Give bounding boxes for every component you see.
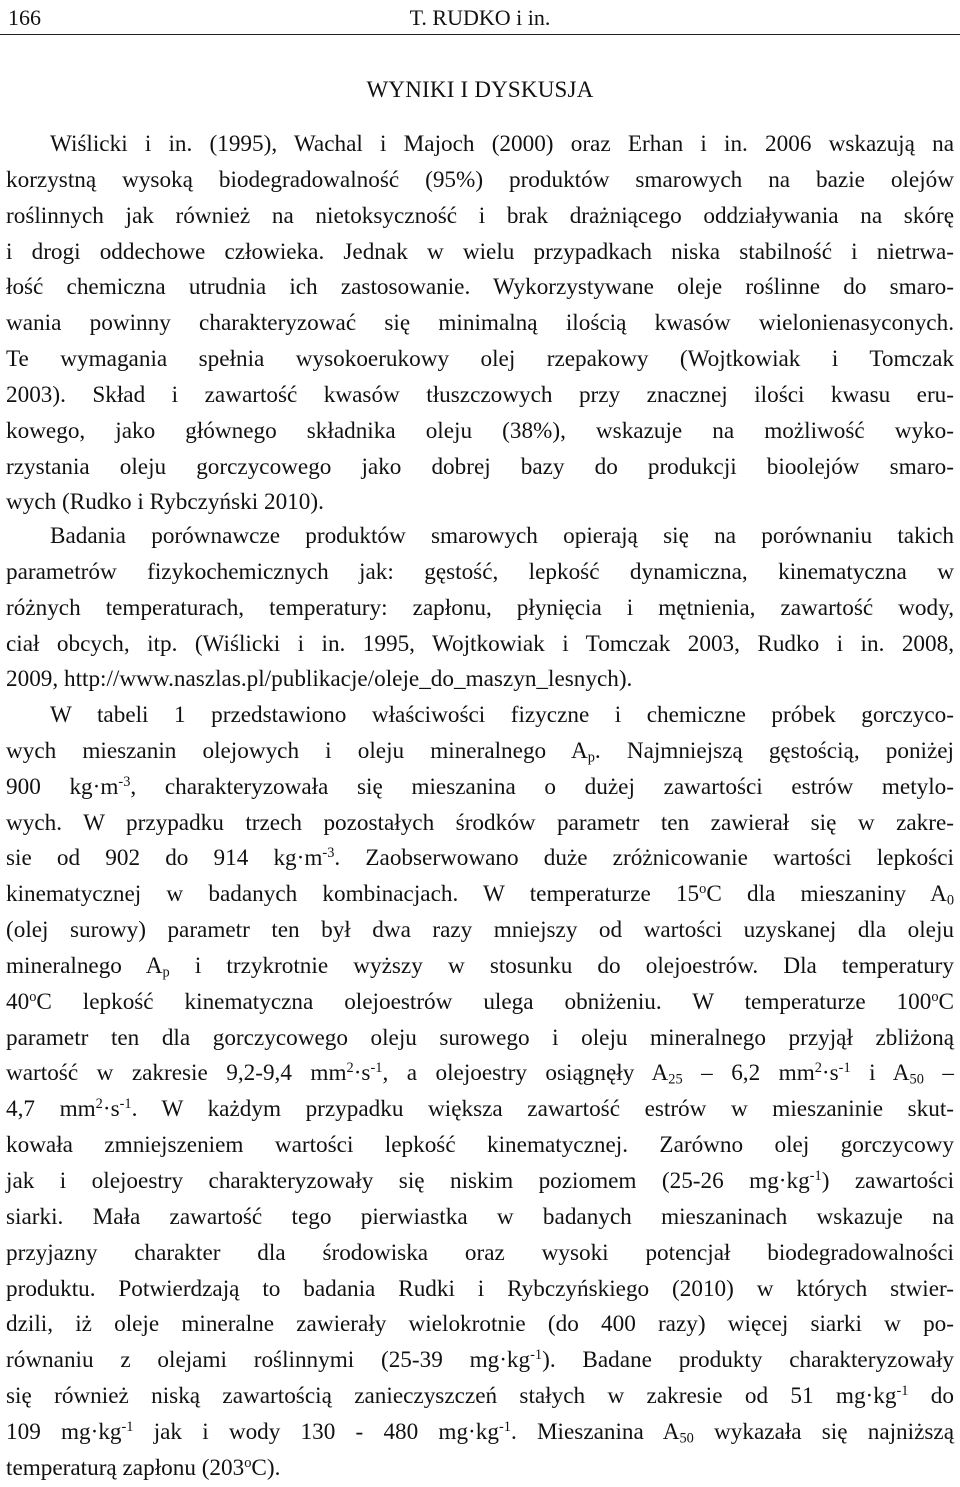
text-line: W tabeli 1 przedstawiono właściwości fizyczne i chemiczne próbek gorczyco- <box>50 702 954 728</box>
paragraph-2 <box>6 519 954 698</box>
text-line: Badania porównawcze produktów smarowych opierają się na porównaniu takich <box>50 523 954 549</box>
text-line: produktu. Potwierdzają to badania Rudki i Rybczyńskiego (2010) w których stwier- <box>6 1275 954 1302</box>
text-line: kowego, jako głównego składnika oleju (38%), wskazuje na możliwość wyko- <box>6 417 954 444</box>
section-heading: WYNIKI I DYSKUSJA <box>366 77 594 102</box>
text-line: roślinnych jak również na nietoksyczność i brak drażniącego oddziaływania na skórę <box>6 202 954 229</box>
text-line: i drogi oddechowe człowieka. Jednak w wielu przypadkach niska stabilność i nietrwa- <box>6 238 954 265</box>
text-line: przyjazny charakter dla środowiska oraz wysoki potencjał biodegradowalności <box>6 1239 954 1266</box>
text-line: sie od 902 do 914 $kg\cdot m^{-3}$. Zaobserwowano duże zróżnicowanie wartości lepkości <box>6 845 955 872</box>
text-line: 2003). Skład i zawartość kwasów tłuszczowych przy znacznej ilości kwasu eru- <box>6 381 954 408</box>
text-line: 4,7 $mm^2\cdot s^{-1}$. W każdym przypadku większa zawartość estrów w mieszaninie skut- <box>6 1096 955 1123</box>
text-line: 109 $mg\cdot kg^{-1}$ jak i wody 130 - 480 $mg\cdot kg^{-1}$. Mieszanina $A_{50}$ wykazała się najniższą <box>6 1418 954 1447</box>
text-line: wych. W przypadku trzech pozostałych środków parametr ten zawierał się w zakre- <box>6 809 954 836</box>
text-line: mineralnego $A_p$ i trzykrotnie wyższy w stosunku do olejoestrów. Dla temperatury <box>6 952 954 981</box>
text-line: kowała zmniejszeniem wartości lepkość kinematycznej. Zarówno olej gorczycowy <box>6 1132 954 1159</box>
text-line: kinematycznej w badanych kombinacjach. W temperaturze 15$^o$C dla mieszaniny $A_0$ <box>6 881 954 909</box>
paragraph-3 <box>6 698 954 1487</box>
text-line: 2009, http://www.naszlas.pl/publikacje/oleje_do_maszyn_lesnych). <box>6 666 633 693</box>
text-line: Wiślicki i in. (1995), Wachal i Majoch (2000) oraz Erhan i in. 2006 wskazują na <box>50 131 954 157</box>
text-line: Te wymagania spełnia wysokoerukowy olej rzepakowy (Wojtkowiak i Tomczak <box>6 346 954 373</box>
text-line: równaniu z olejami roślinnymi (25-39 $mg\cdot kg^{-1}$). Badane produkty charakteryzowały <box>6 1347 954 1374</box>
text-line: wych (Rudko i Rybczyński 2010). <box>6 489 324 516</box>
paragraph-1 <box>6 127 954 521</box>
text-line: się również niską zawartością zanieczyszczeń stałych w zakresie od 51 $mg\cdot kg^{-1}$ do <box>6 1383 954 1410</box>
text-line: 40$^o$C lepkość kinematyczna olejoestrów ulega obniżeniu. W temperaturze 100$^o$C <box>6 988 954 1015</box>
text-line: siarki. Mała zawartość tego pierwiastka w badanych mieszaninach wskazuje na <box>6 1203 954 1230</box>
text-line: dzili, iż oleje mineralne zawierały wielokrotnie (do 400 razy) więcej siarki w po- <box>6 1311 954 1338</box>
text-line: 900 $kg\cdot m^{-3}$, charakteryzowała się mieszanina o dużej zawartości estrów metylo- <box>6 773 954 800</box>
running-header <box>0 0 960 35</box>
text-line: ciał obcych, itp. (Wiślicki i in. 1995, Wojtkowiak i Tomczak 2003, Rudko i in. 2008, <box>6 630 954 657</box>
text-line: parametr ten dla gorczycowego oleju surowego i oleju mineralnego przyjął zbliżoną <box>6 1024 954 1051</box>
text-line: rzystania oleju gorczycowego jako dobrej bazy do produkcji bioolejów smaro- <box>6 453 954 480</box>
text-line: różnych temperaturach, temperatury: zapłonu, płynięcia i mętnienia, zawartość wody, <box>6 594 954 621</box>
text-line: korzystną wysoką biodegradowalność (95%) produktów smarowych na bazie olejów <box>6 166 954 193</box>
text-line: parametrów fizykochemicznych jak: gęstość, lepkość dynamiczna, kinematyczna w <box>6 558 954 585</box>
text-line: łość chemiczna utrudnia ich zastosowanie. Wykorzystywane oleje roślinne do smaro- <box>6 274 954 301</box>
text-line: jak i olejoestry charakteryzowały się niskim poziomem (25-26 $mg\cdot kg^{-1}$) zawartości <box>6 1167 955 1194</box>
text-line: wartość w zakresie 9,2-9,4 $mm^2\cdot s^{-1}$, a olejoestry osiągnęły $A_{25} - 6,2$ $mm^2\cdot s^{-1}$ i $A_{50}$ – <box>6 1060 955 1089</box>
page-number: 166 <box>8 5 41 30</box>
text-line: wych mieszanin olejowych i oleju mineralnego $A_p$. Najmniejszą gęstością, poniżej <box>6 737 955 766</box>
text-line: wania powinny charakteryzować się minimalną ilością kwasów wielonienasyconych. <box>6 310 954 337</box>
running-head-authors: T. RUDKO i in. <box>409 5 551 30</box>
text-line: temperaturą zapłonu (203$^o$C). <box>6 1454 281 1481</box>
text-line: (olej surowy) parametr ten był dwa razy mniejszy od wartości uzyskanej dla oleju <box>6 917 954 944</box>
